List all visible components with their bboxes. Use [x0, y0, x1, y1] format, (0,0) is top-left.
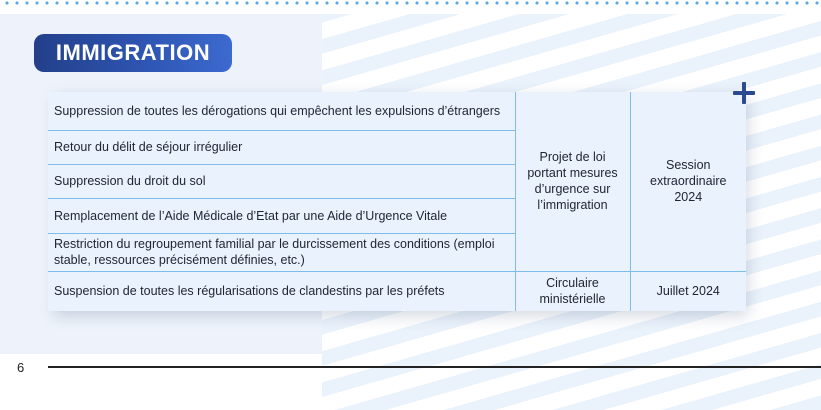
- measure-cell: Suppression du droit du sol: [48, 164, 515, 198]
- measure-cell: Restriction du regroupement familial par le durcissement des conditions (emploi stable, ressources précisément définies, etc.): [48, 233, 515, 271]
- timing-cell: Juillet 2024: [630, 271, 746, 311]
- footer-divider: [48, 366, 821, 368]
- table-row: [48, 92, 746, 130]
- measures-table: [48, 92, 746, 311]
- page-number: 6: [17, 360, 25, 375]
- instrument-cell: Circulaire ministérielle: [515, 271, 630, 311]
- instrument-cell: Projet de loi portant mesures d’urgence sur l’immigration: [515, 92, 630, 271]
- dotted-border: [0, 0, 821, 6]
- section-title: IMMIGRATION: [34, 34, 232, 72]
- timing-cell: Session extraordinaire 2024: [630, 92, 746, 271]
- table-row: [48, 271, 746, 311]
- measure-cell: Retour du délit de séjour irrégulier: [48, 130, 515, 164]
- plus-icon: [733, 82, 755, 104]
- measure-cell: Remplacement de l’Aide Médicale d’Etat par une Aide d’Urgence Vitale: [48, 198, 515, 233]
- measure-cell: Suppression de toutes les dérogations qui empêchent les expulsions d’étrangers: [48, 92, 515, 130]
- measure-cell: Suspension de toutes les régularisations de clandestins par les préfets: [48, 271, 515, 311]
